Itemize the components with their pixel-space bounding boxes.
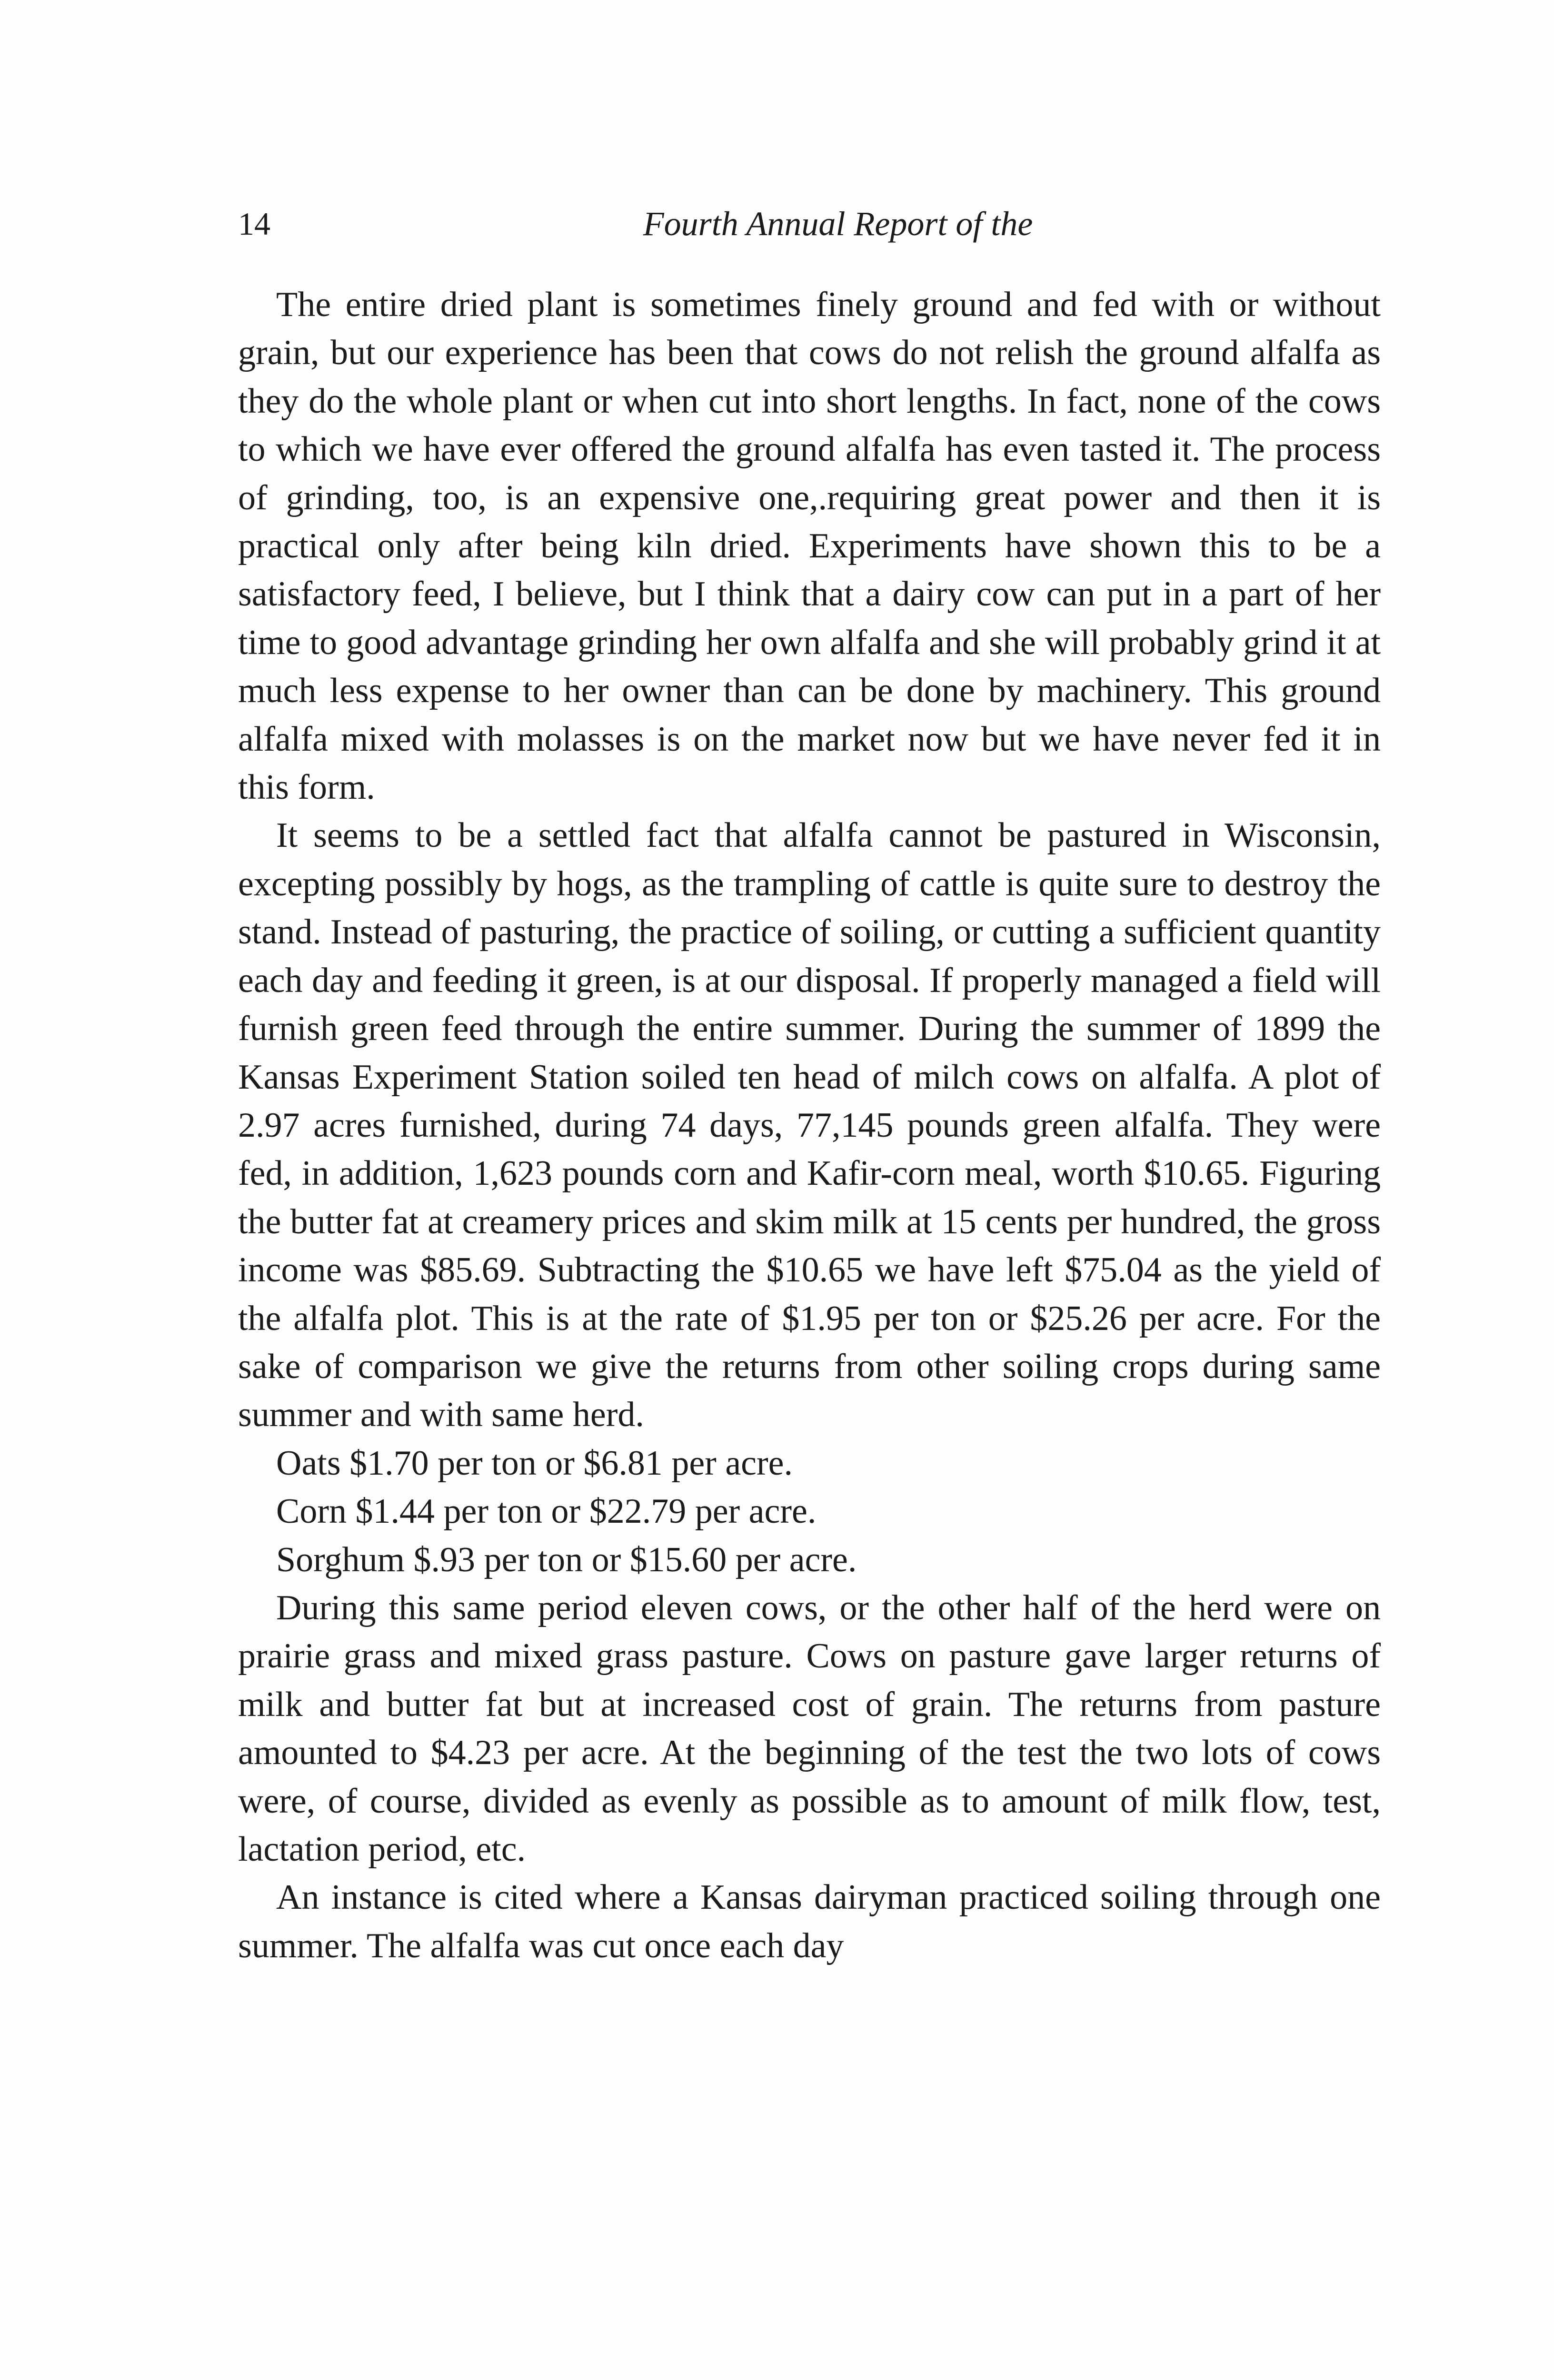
crop-return-oats: Oats $1.70 per ton or $6.81 per acre. (276, 1443, 793, 1483)
paragraph-pasture-comparison: During this same period eleven cows, or the other half of the herd were on prairie grass and mixed grass pasture. Cows on pasture gave larger returns of milk and butter fat but at increased cost of grain. The returns from pasture amounted to $4.23 per acre. At the beginning of the test the two lots of cows were, of course, divided as evenly as possible as to amount of milk flow, test, lactation period, etc. (238, 1588, 1381, 1869)
crop-return-sorghum: Sorghum $.93 per ton or $15.60 per acre. (276, 1540, 857, 1579)
page-header (238, 198, 1381, 250)
crop-return-corn: Corn $1.44 per ton or $22.79 per acre. (276, 1492, 817, 1531)
paragraph-soiling-experiment: It seems to be a settled fact that alfalfa cannot be pastured in Wisconsin, excepting possibly by hogs, as the trampling of cattle is quite sure to destroy the stand. Instead of pasturing, the practice of soiling, or cutting a sufficient quantity each day and feeding it green, is at our disposal. If properly managed a field will furnish green feed through the entire summer. During the summer of 1899 the Kansas Experiment Station soiled ten head of milch cows on alfalfa. A plot of 2.97 acres furnished, during 74 days, 77,145 pounds green alfalfa. They were fed, in addition, 1,623 pounds corn and Kafir-corn meal, worth $10.65. Figuring the butter fat at creamery prices and skim milk at 15 cents per hundred, the gross income was $85.69. Subtracting the $10.65 we have left $75.04 as the yield of the alfalfa plot. This is at the rate of $1.95 per ton or $25.26 per acre. For the sake of comparison we give the returns from other soiling crops during same summer and with same herd. (238, 816, 1381, 1435)
paragraph-ground-alfalfa: The entire dried plant is sometimes finely ground and fed with or without grain, but our experience has been that cows do not relish the ground alfalfa as they do the whole plant or when cut into short lengths. In fact, none of the cows to which we have ever offered the ground alfalfa has even tasted it. The process of grinding, too, is an expensive one,.requiring great power and then it is practical only after being kiln dried. Experiments have shown this to be a satisfactory feed, I believe, but I think that a dairy cow can put in a part of her time to good advantage grinding her own alfalfa and she will probably grind it at much less expense to her owner than can be done by machinery. This ground alfalfa mixed with molasses is on the market now but we have never fed it in this form. (238, 285, 1381, 807)
running-head: Fourth Annual Report of the (643, 205, 1033, 243)
paragraph-kansas-dairyman: An instance is cited where a Kansas dairyman practiced soiling through one summer. The alfalfa was cut once each day (238, 1878, 1381, 1965)
body-text (238, 281, 1381, 1970)
page-number: 14 (238, 206, 270, 242)
